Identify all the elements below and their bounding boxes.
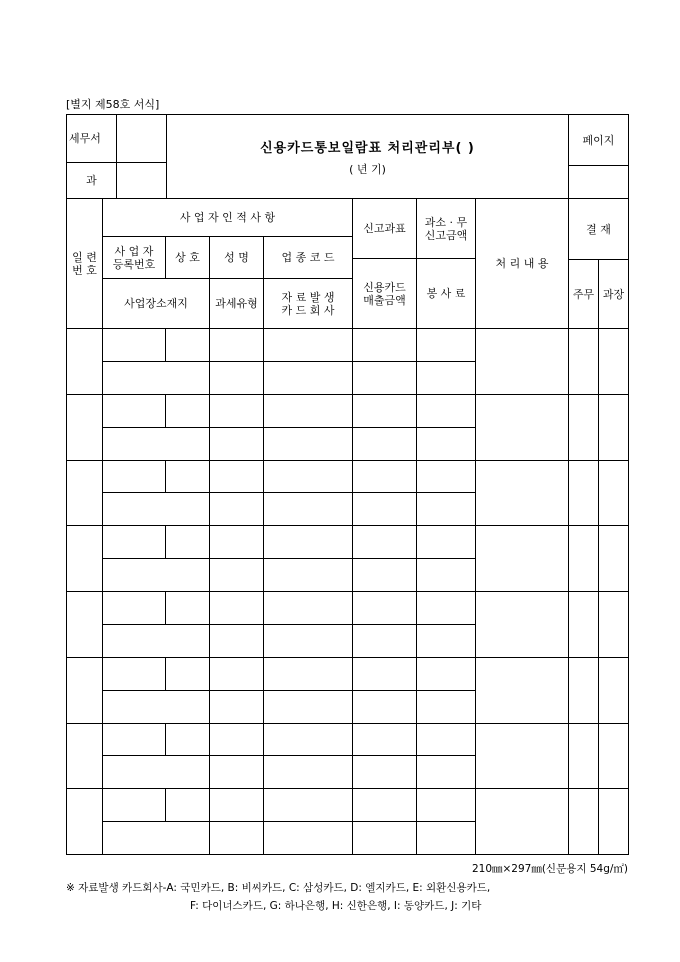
entry-group-divider <box>66 525 629 526</box>
entry-row-divider <box>102 492 476 493</box>
entry-group-divider <box>66 657 629 658</box>
reg-no-header: 사 업 자 등록번호 <box>112 244 156 271</box>
card-company-note-line1: ※ 자료발생 카드회사-A: 국민카드, B: 비씨카드, C: 삼성카드, D: 엘지카드, E: 외환신용카드, <box>66 882 491 894</box>
under-reported-header: 과소 · 무 신고금액 <box>424 215 468 242</box>
entry-row-divider <box>102 755 476 756</box>
processing-header: 처 리 내 용 <box>495 257 549 270</box>
division-label: 과 <box>86 174 97 187</box>
entry-group-divider <box>66 394 629 395</box>
business-info-header: 사 업 자 인 적 사 항 <box>179 211 276 224</box>
paper-spec: 210㎜×297㎜(신문용지 54g/㎡) <box>471 863 628 875</box>
address-header: 사업장소재지 <box>124 297 188 310</box>
trade-name-header: 상 호 <box>175 251 200 264</box>
entry-cell-divider <box>165 328 166 361</box>
tax-office-label: 세무서 <box>69 132 101 145</box>
service-fee-header: 봉 사 료 <box>426 287 466 300</box>
entry-row-divider <box>102 558 476 559</box>
entry-group-divider <box>66 788 629 789</box>
entry-row-divider <box>102 427 476 428</box>
entry-row-divider <box>102 624 476 625</box>
entry-cell-divider <box>165 788 166 821</box>
name-header: 성 명 <box>224 251 249 264</box>
industry-code-header: 업 종 코 드 <box>281 251 335 264</box>
entry-row-divider <box>102 821 476 822</box>
entry-cell-divider <box>165 394 166 427</box>
approval-header: 결 재 <box>586 222 611 236</box>
entry-group-divider <box>66 591 629 592</box>
period-label: ( 년 기) <box>349 162 386 176</box>
reported-tax-base-header: 신고과표 <box>363 222 406 235</box>
approver-chief-header: 과장 <box>602 287 625 301</box>
entry-row-divider <box>102 361 476 362</box>
serial-no-header: 일 련 번 호 <box>72 250 97 277</box>
form-title: 신용카드통보일람표 처리관리부( ) <box>260 140 475 156</box>
tax-type-header: 과세유형 <box>215 297 258 310</box>
entry-cell-divider <box>165 591 166 624</box>
card-company-header: 자 료 발 생 카 드 회 사 <box>281 290 335 317</box>
entry-group-divider <box>66 460 629 461</box>
page-label: 페이지 <box>582 133 615 147</box>
entry-cell-divider <box>165 460 166 493</box>
card-sales-header: 신용카드 매출금액 <box>363 280 406 307</box>
entry-row-divider <box>102 690 476 691</box>
card-company-note-line2: F: 다이너스카드, G: 하나은행, H: 신한은행, I: 동양카드, J: 기타 <box>190 900 482 912</box>
form-number-label: [별지 제58호 서식] <box>66 98 160 111</box>
entry-group-divider <box>66 723 629 724</box>
entry-cell-divider <box>165 525 166 558</box>
entry-cell-divider <box>165 657 166 690</box>
approver-staff-header: 주무 <box>572 287 595 301</box>
entry-cell-divider <box>165 723 166 756</box>
